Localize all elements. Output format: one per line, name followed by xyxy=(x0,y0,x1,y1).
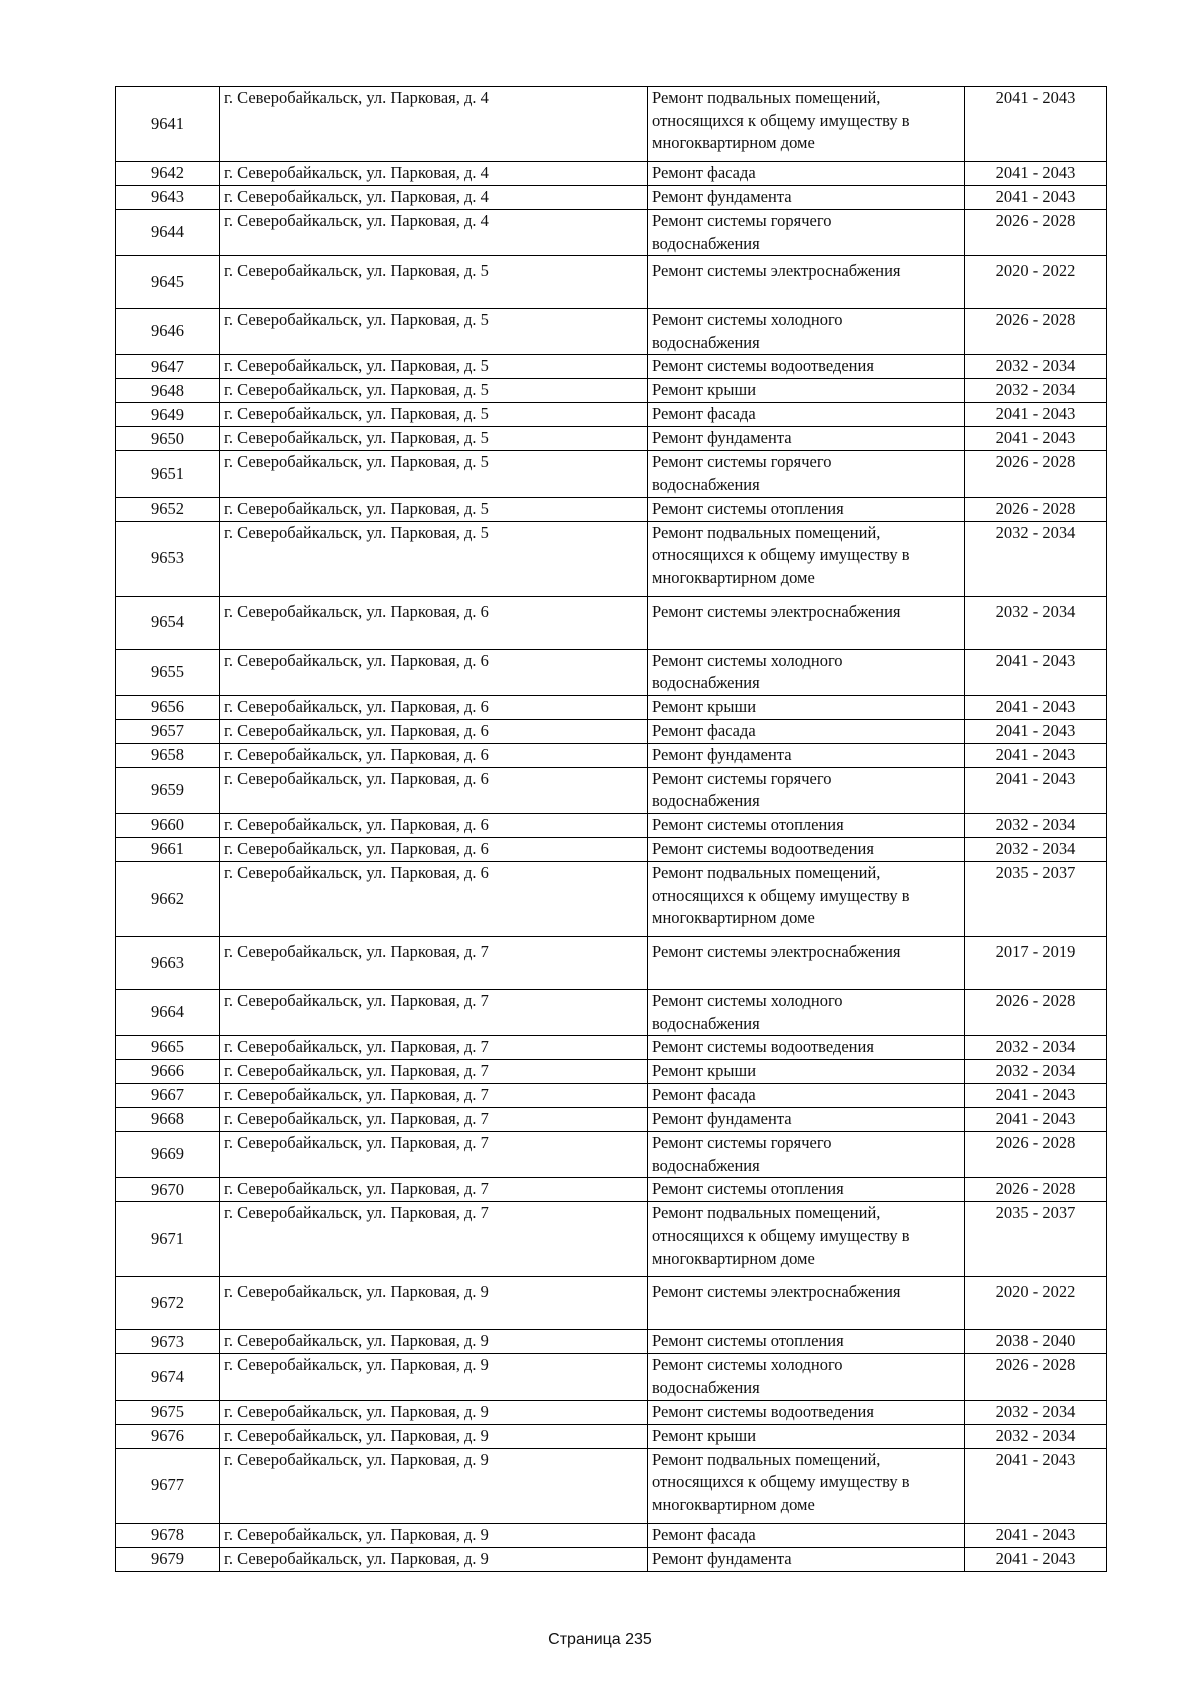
address-cell: г. Северобайкальск, ул. Парковая, д. 5 xyxy=(220,521,648,596)
work-type-cell xyxy=(648,1330,965,1354)
period-cell: 2041 - 2043 xyxy=(965,403,1107,427)
work-type-cell xyxy=(648,767,965,813)
work-type-cell xyxy=(648,403,965,427)
work-type-line: многоквартирном доме xyxy=(652,133,815,153)
period-cell: 2038 - 2040 xyxy=(965,1330,1107,1354)
work-type-line: Ремонт фасада xyxy=(652,1524,756,1544)
work-type-cell xyxy=(648,837,965,861)
work-type-line: Ремонт крыши xyxy=(652,696,757,716)
work-type-cell xyxy=(648,1354,965,1400)
work-type-cell xyxy=(648,1277,965,1330)
address-cell: г. Северобайкальск, ул. Парковая, д. 7 xyxy=(220,1132,648,1178)
table-row xyxy=(116,1178,1107,1202)
work-type-line: Ремонт подвальных помещений, xyxy=(652,862,881,882)
work-type-line: многоквартирном доме xyxy=(652,1494,815,1514)
period-cell: 2026 - 2028 xyxy=(965,309,1107,355)
table-row xyxy=(116,719,1107,743)
period-cell: 2026 - 2028 xyxy=(965,1178,1107,1202)
work-type-line: Ремонт подвальных помещений, xyxy=(652,1203,881,1223)
table-row xyxy=(116,1202,1107,1277)
work-type-line: водоснабжения xyxy=(652,474,760,494)
address-cell: г. Северобайкальск, ул. Парковая, д. 9 xyxy=(220,1354,648,1400)
work-type-cell xyxy=(648,186,965,210)
table-row xyxy=(116,1424,1107,1448)
table-row xyxy=(116,1523,1107,1547)
period-cell: 2032 - 2034 xyxy=(965,379,1107,403)
table-row xyxy=(116,497,1107,521)
work-type-line: многоквартирном доме xyxy=(652,908,815,928)
work-type-line: Ремонт системы электроснабжения xyxy=(652,261,901,281)
row-number-cell: 9668 xyxy=(116,1108,220,1132)
address-cell: г. Северобайкальск, ул. Парковая, д. 9 xyxy=(220,1523,648,1547)
period-cell: 2041 - 2043 xyxy=(965,1084,1107,1108)
work-type-line: водоснабжения xyxy=(652,332,760,352)
work-type-line: Ремонт системы водоотведения xyxy=(652,1037,874,1057)
period-cell: 2032 - 2034 xyxy=(965,596,1107,649)
work-type-cell xyxy=(648,497,965,521)
table-row xyxy=(116,695,1107,719)
work-type-cell xyxy=(648,695,965,719)
period-cell: 2026 - 2028 xyxy=(965,1132,1107,1178)
table-row xyxy=(116,861,1107,936)
address-cell: г. Северобайкальск, ул. Парковая, д. 7 xyxy=(220,936,648,989)
table-row xyxy=(116,1448,1107,1523)
work-type-line: Ремонт системы отопления xyxy=(652,1331,844,1351)
table-row xyxy=(116,1084,1107,1108)
work-type-cell xyxy=(648,451,965,497)
table-row xyxy=(116,1060,1107,1084)
row-number-cell: 9675 xyxy=(116,1400,220,1424)
table-row xyxy=(116,1277,1107,1330)
work-type-line: Ремонт системы отопления xyxy=(652,498,844,518)
address-cell: г. Северобайкальск, ул. Парковая, д. 7 xyxy=(220,1202,648,1277)
work-type-line: Ремонт крыши xyxy=(652,380,757,400)
row-number-cell: 9664 xyxy=(116,989,220,1035)
work-type-cell xyxy=(648,1060,965,1084)
address-cell: г. Северобайкальск, ул. Парковая, д. 5 xyxy=(220,427,648,451)
address-cell: г. Северобайкальск, ул. Парковая, д. 6 xyxy=(220,767,648,813)
work-type-line: относящихся к общему имуществу в xyxy=(652,1225,910,1245)
period-cell: 2041 - 2043 xyxy=(965,1523,1107,1547)
table-row xyxy=(116,1330,1107,1354)
period-cell: 2026 - 2028 xyxy=(965,989,1107,1035)
row-number-cell: 9645 xyxy=(116,256,220,309)
address-cell: г. Северобайкальск, ул. Парковая, д. 6 xyxy=(220,813,648,837)
work-type-line: водоснабжения xyxy=(652,1377,760,1397)
work-type-cell xyxy=(648,1547,965,1571)
row-number-cell: 9669 xyxy=(116,1132,220,1178)
row-number-cell: 9650 xyxy=(116,427,220,451)
work-type-line: Ремонт фундамента xyxy=(652,1548,792,1568)
work-type-line: многоквартирном доме xyxy=(652,567,815,587)
period-cell: 2032 - 2034 xyxy=(965,1036,1107,1060)
table-row xyxy=(116,355,1107,379)
work-type-cell xyxy=(648,355,965,379)
work-type-cell xyxy=(648,379,965,403)
table-row xyxy=(116,256,1107,309)
table-row xyxy=(116,1108,1107,1132)
table-row xyxy=(116,743,1107,767)
table-row xyxy=(116,521,1107,596)
row-number-cell: 9649 xyxy=(116,403,220,427)
period-cell: 2041 - 2043 xyxy=(965,719,1107,743)
work-type-line: Ремонт системы горячего xyxy=(652,768,832,788)
work-type-line: Ремонт системы горячего xyxy=(652,211,832,230)
address-cell: г. Северобайкальск, ул. Парковая, д. 7 xyxy=(220,1036,648,1060)
table-row xyxy=(116,87,1107,162)
work-type-line: Ремонт фундамента xyxy=(652,744,792,764)
row-number-cell: 9659 xyxy=(116,767,220,813)
table-row xyxy=(116,1132,1107,1178)
work-type-line: Ремонт фундамента xyxy=(652,187,792,206)
work-type-line: Ремонт крыши xyxy=(652,1061,757,1081)
work-type-line: Ремонт фасада xyxy=(652,404,756,424)
row-number-cell: 9643 xyxy=(116,186,220,210)
work-type-cell xyxy=(648,210,965,256)
work-type-cell xyxy=(648,1108,965,1132)
table-row xyxy=(116,837,1107,861)
row-number-cell: 9644 xyxy=(116,210,220,256)
address-cell: г. Северобайкальск, ул. Парковая, д. 7 xyxy=(220,1084,648,1108)
work-type-line: Ремонт системы электроснабжения xyxy=(652,1282,901,1302)
period-cell: 2020 - 2022 xyxy=(965,1277,1107,1330)
address-cell: г. Северобайкальск, ул. Парковая, д. 5 xyxy=(220,497,648,521)
table-row xyxy=(116,596,1107,649)
period-cell: 2041 - 2043 xyxy=(965,427,1107,451)
address-cell: г. Северобайкальск, ул. Парковая, д. 7 xyxy=(220,989,648,1035)
table-row xyxy=(116,936,1107,989)
period-cell: 2032 - 2034 xyxy=(965,1424,1107,1448)
work-type-cell xyxy=(648,1523,965,1547)
work-type-line: Ремонт системы электроснабжения xyxy=(652,601,901,621)
work-type-line: относящихся к общему имуществу в xyxy=(652,545,910,565)
work-type-cell xyxy=(648,596,965,649)
work-type-cell xyxy=(648,1178,965,1202)
address-cell: г. Северобайкальск, ул. Парковая, д. 6 xyxy=(220,596,648,649)
period-cell: 2041 - 2043 xyxy=(965,743,1107,767)
work-type-cell xyxy=(648,1036,965,1060)
period-cell: 2041 - 2043 xyxy=(965,1108,1107,1132)
address-cell: г. Северобайкальск, ул. Парковая, д. 5 xyxy=(220,256,648,309)
period-cell: 2041 - 2043 xyxy=(965,1448,1107,1523)
row-number-cell: 9672 xyxy=(116,1277,220,1330)
work-type-line: Ремонт фасада xyxy=(652,720,756,740)
address-cell: г. Северобайкальск, ул. Парковая, д. 9 xyxy=(220,1448,648,1523)
row-number-cell: 9641 xyxy=(116,87,220,162)
work-type-line: относящихся к общему имуществу в xyxy=(652,1472,910,1492)
row-number-cell: 9677 xyxy=(116,1448,220,1523)
work-type-line: относящихся к общему имуществу в xyxy=(652,885,910,905)
period-cell: 2041 - 2043 xyxy=(965,695,1107,719)
work-type-cell xyxy=(648,1132,965,1178)
period-cell: 2035 - 2037 xyxy=(965,861,1107,936)
address-cell: г. Северобайкальск, ул. Парковая, д. 7 xyxy=(220,1108,648,1132)
period-cell: 2017 - 2019 xyxy=(965,936,1107,989)
work-type-line: Ремонт подвальных помещений, xyxy=(652,88,881,107)
period-cell: 2032 - 2034 xyxy=(965,355,1107,379)
address-cell: г. Северобайкальск, ул. Парковая, д. 5 xyxy=(220,355,648,379)
row-number-cell: 9661 xyxy=(116,837,220,861)
row-number-cell: 9642 xyxy=(116,162,220,186)
period-cell: 2032 - 2034 xyxy=(965,1400,1107,1424)
work-type-line: Ремонт системы холодного xyxy=(652,310,843,330)
table-row xyxy=(116,379,1107,403)
work-type-line: водоснабжения xyxy=(652,1155,760,1175)
row-number-cell: 9667 xyxy=(116,1084,220,1108)
address-cell: г. Северобайкальск, ул. Парковая, д. 9 xyxy=(220,1400,648,1424)
work-type-line: водоснабжения xyxy=(652,791,760,811)
row-number-cell: 9655 xyxy=(116,649,220,695)
address-cell: г. Северобайкальск, ул. Парковая, д. 4 xyxy=(220,87,648,162)
period-cell: 2035 - 2037 xyxy=(965,1202,1107,1277)
address-cell: г. Северобайкальск, ул. Парковая, д. 5 xyxy=(220,379,648,403)
period-cell: 2032 - 2034 xyxy=(965,1060,1107,1084)
address-cell: г. Северобайкальск, ул. Парковая, д. 9 xyxy=(220,1424,648,1448)
row-number-cell: 9676 xyxy=(116,1424,220,1448)
table-row xyxy=(116,427,1107,451)
address-cell: г. Северобайкальск, ул. Парковая, д. 4 xyxy=(220,210,648,256)
work-type-line: Ремонт системы холодного xyxy=(652,990,843,1010)
table-body xyxy=(116,87,1107,1572)
work-type-line: Ремонт подвальных помещений, xyxy=(652,522,881,542)
period-cell: 2020 - 2022 xyxy=(965,256,1107,309)
work-type-line: относящихся к общему имуществу в xyxy=(652,110,910,130)
period-cell: 2041 - 2043 xyxy=(965,767,1107,813)
period-cell: 2041 - 2043 xyxy=(965,1547,1107,1571)
row-number-cell: 9651 xyxy=(116,451,220,497)
row-number-cell: 9678 xyxy=(116,1523,220,1547)
work-type-line: Ремонт системы отопления xyxy=(652,814,844,834)
row-number-cell: 9665 xyxy=(116,1036,220,1060)
address-cell: г. Северобайкальск, ул. Парковая, д. 6 xyxy=(220,861,648,936)
work-type-cell xyxy=(648,719,965,743)
row-number-cell: 9679 xyxy=(116,1547,220,1571)
row-number-cell: 9646 xyxy=(116,309,220,355)
work-type-line: Ремонт фундамента xyxy=(652,428,792,448)
row-number-cell: 9654 xyxy=(116,596,220,649)
work-type-cell xyxy=(648,936,965,989)
period-cell: 2041 - 2043 xyxy=(965,162,1107,186)
period-cell: 2026 - 2028 xyxy=(965,210,1107,256)
row-number-cell: 9671 xyxy=(116,1202,220,1277)
row-number-cell: 9663 xyxy=(116,936,220,989)
work-type-line: многоквартирном доме xyxy=(652,1248,815,1268)
period-cell: 2032 - 2034 xyxy=(965,521,1107,596)
address-cell: г. Северобайкальск, ул. Парковая, д. 4 xyxy=(220,162,648,186)
work-type-cell xyxy=(648,989,965,1035)
table-row xyxy=(116,813,1107,837)
table-row xyxy=(116,309,1107,355)
table-row xyxy=(116,210,1107,256)
address-cell: г. Северобайкальск, ул. Парковая, д. 9 xyxy=(220,1547,648,1571)
work-type-line: Ремонт фасада xyxy=(652,163,756,182)
address-cell: г. Северобайкальск, ул. Парковая, д. 4 xyxy=(220,186,648,210)
period-cell: 2032 - 2034 xyxy=(965,813,1107,837)
work-type-line: Ремонт системы водоотведения xyxy=(652,356,874,376)
work-type-line: Ремонт системы холодного xyxy=(652,1355,843,1375)
work-type-cell xyxy=(648,1424,965,1448)
work-type-line: Ремонт системы водоотведения xyxy=(652,1401,874,1421)
work-type-cell xyxy=(648,813,965,837)
work-type-cell xyxy=(648,1400,965,1424)
work-type-cell xyxy=(648,1448,965,1523)
table-row xyxy=(116,767,1107,813)
period-cell: 2041 - 2043 xyxy=(965,186,1107,210)
address-cell: г. Северобайкальск, ул. Парковая, д. 6 xyxy=(220,837,648,861)
work-type-line: Ремонт системы отопления xyxy=(652,1179,844,1199)
address-cell: г. Северобайкальск, ул. Парковая, д. 7 xyxy=(220,1178,648,1202)
work-type-line: Ремонт крыши xyxy=(652,1425,757,1445)
row-number-cell: 9652 xyxy=(116,497,220,521)
work-type-line: Ремонт подвальных помещений, xyxy=(652,1449,881,1469)
table-row xyxy=(116,989,1107,1035)
period-cell: 2026 - 2028 xyxy=(965,451,1107,497)
table-row xyxy=(116,1400,1107,1424)
work-type-cell xyxy=(648,521,965,596)
address-cell: г. Северобайкальск, ул. Парковая, д. 9 xyxy=(220,1277,648,1330)
address-cell: г. Северобайкальск, ул. Парковая, д. 5 xyxy=(220,403,648,427)
row-number-cell: 9662 xyxy=(116,861,220,936)
work-type-line: Ремонт системы холодного xyxy=(652,650,843,670)
table-row xyxy=(116,186,1107,210)
address-cell: г. Северобайкальск, ул. Парковая, д. 6 xyxy=(220,649,648,695)
period-cell: 2041 - 2043 xyxy=(965,649,1107,695)
work-type-cell xyxy=(648,649,965,695)
row-number-cell: 9657 xyxy=(116,719,220,743)
work-type-cell xyxy=(648,87,965,162)
work-type-line: Ремонт фундамента xyxy=(652,1109,792,1129)
row-number-cell: 9656 xyxy=(116,695,220,719)
address-cell: г. Северобайкальск, ул. Парковая, д. 7 xyxy=(220,1060,648,1084)
row-number-cell: 9660 xyxy=(116,813,220,837)
table-row xyxy=(116,1547,1107,1571)
period-cell: 2026 - 2028 xyxy=(965,1354,1107,1400)
table-row xyxy=(116,451,1107,497)
address-cell: г. Северобайкальск, ул. Парковая, д. 6 xyxy=(220,743,648,767)
table-row xyxy=(116,649,1107,695)
work-type-line: водоснабжения xyxy=(652,1013,760,1033)
address-cell: г. Северобайкальск, ул. Парковая, д. 6 xyxy=(220,695,648,719)
work-type-cell xyxy=(648,427,965,451)
repair-schedule-table xyxy=(115,86,1107,1572)
table-row xyxy=(116,1036,1107,1060)
address-cell: г. Северобайкальск, ул. Парковая, д. 9 xyxy=(220,1330,648,1354)
work-type-cell xyxy=(648,256,965,309)
work-type-line: Ремонт системы электроснабжения xyxy=(652,941,901,961)
work-type-cell xyxy=(648,309,965,355)
row-number-cell: 9674 xyxy=(116,1354,220,1400)
table-row xyxy=(116,162,1107,186)
work-type-line: Ремонт системы горячего xyxy=(652,1133,832,1153)
period-cell: 2026 - 2028 xyxy=(965,497,1107,521)
row-number-cell: 9648 xyxy=(116,379,220,403)
row-number-cell: 9658 xyxy=(116,743,220,767)
work-type-line: водоснабжения xyxy=(652,233,760,253)
work-type-line: Ремонт системы водоотведения xyxy=(652,838,874,858)
period-cell: 2041 - 2043 xyxy=(965,87,1107,162)
table-row xyxy=(116,1354,1107,1400)
work-type-cell xyxy=(648,1084,965,1108)
row-number-cell: 9647 xyxy=(116,355,220,379)
row-number-cell: 9673 xyxy=(116,1330,220,1354)
work-type-cell xyxy=(648,861,965,936)
period-cell: 2032 - 2034 xyxy=(965,837,1107,861)
row-number-cell: 9653 xyxy=(116,521,220,596)
work-type-line: Ремонт системы горячего xyxy=(652,452,832,472)
address-cell: г. Северобайкальск, ул. Парковая, д. 6 xyxy=(220,719,648,743)
work-type-line: Ремонт фасада xyxy=(652,1085,756,1105)
address-cell: г. Северобайкальск, ул. Парковая, д. 5 xyxy=(220,451,648,497)
work-type-cell xyxy=(648,162,965,186)
table-row xyxy=(116,403,1107,427)
row-number-cell: 9666 xyxy=(116,1060,220,1084)
row-number-cell: 9670 xyxy=(116,1178,220,1202)
work-type-cell xyxy=(648,1202,965,1277)
work-type-line: водоснабжения xyxy=(652,673,760,693)
page-number: Страница 235 xyxy=(548,1631,652,1648)
work-type-cell xyxy=(648,743,965,767)
address-cell: г. Северобайкальск, ул. Парковая, д. 5 xyxy=(220,309,648,355)
